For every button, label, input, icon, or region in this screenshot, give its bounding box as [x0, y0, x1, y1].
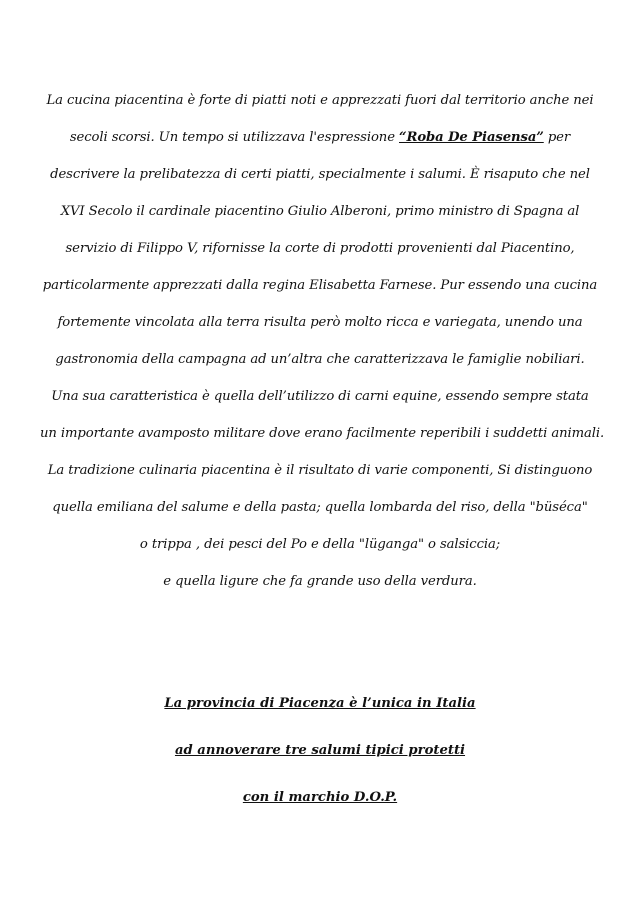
roba-de-piasensa-highlight: “Roba De Piasensa” — [399, 130, 544, 145]
paragraph-line: gastronomia della campagna ad un’altra che caratterizzava le famiglie nobiliari. — [55, 352, 585, 367]
paragraph-line: o trippa , dei pesci del Po e della "lüganga" o salsiccia; — [139, 537, 501, 552]
paragraph-line — [40, 119, 600, 156]
paragraph-line: La tradizione culinaria piacentina è il risultato di varie componenti, Si distinguono — [47, 463, 593, 478]
paragraph-line: Una sua caratteristica è quella dell’utilizzo di carni equine, essendo sempre stata — [51, 389, 589, 404]
paragraph-line: un importante avamposto militare dove erano facilmente reperibili i suddetti animali. — [40, 426, 605, 441]
paragraph-line: servizio di Filippo V, rifornisse la corte di prodotti provenienti dal Piacentino, — [65, 241, 575, 256]
paragraph-line: quella emiliana del salume e della pasta; quella lombarda del riso, della "büséca" — [52, 500, 588, 515]
paragraph-text: per — [543, 130, 571, 145]
heading-line: ad annoverare tre salumi tipici protetti — [174, 743, 466, 758]
paragraph-line: particolarmente apprezzati dalla regina Elisabetta Farnese. Pur essendo una cucina — [42, 278, 598, 293]
paragraph-line: La cucina piacentina è forte di piatti noti e apprezzati fuori dal territorio anche nei — [46, 93, 594, 108]
heading-line: con il marchio D.O.P. — [242, 790, 398, 805]
paragraph-line: XVI Secolo il cardinale piacentino Giulio Alberoni, primo ministro di Spagna al — [60, 204, 580, 219]
paragraph-line: fortemente vincolata alla terra risulta però molto ricca e variegata, unendo una — [57, 315, 583, 330]
dop-heading — [40, 680, 600, 821]
intro-paragraph — [40, 82, 605, 600]
paragraph-text: secoli scorsi. Un tempo si utilizzava l'espressione — [69, 130, 399, 145]
paragraph-line: e quella ligure che fa grande uso della verdura. — [163, 574, 477, 589]
heading-line: La provincia di Piacenza è l’unica in Italia — [164, 696, 476, 711]
paragraph-line: descrivere la prelibatezza di certi piatti, specialmente i salumi. È risaputo che nel — [50, 167, 590, 182]
